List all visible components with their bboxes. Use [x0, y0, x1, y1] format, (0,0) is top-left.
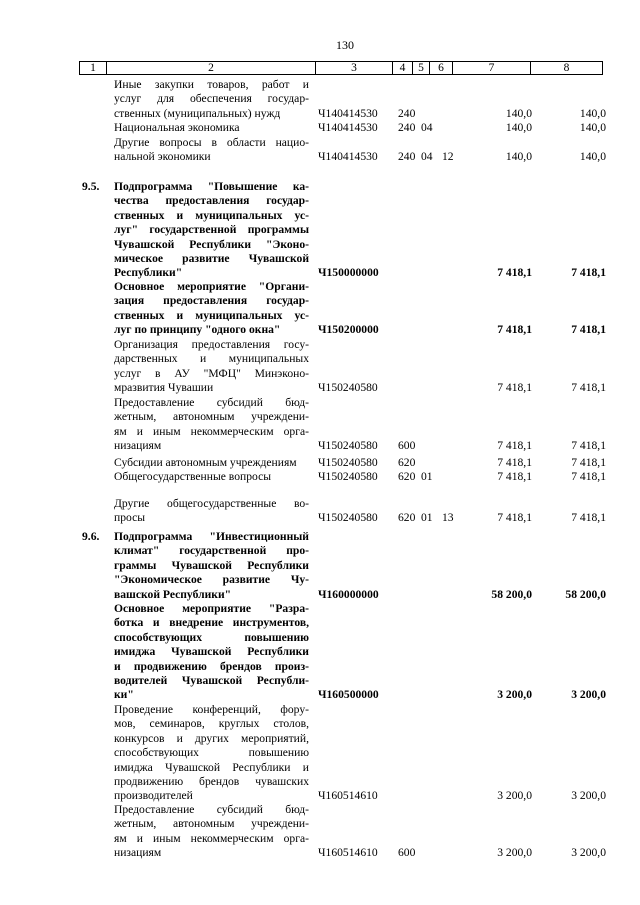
- description-line: ственных и муниципальных ус-: [114, 308, 309, 322]
- page-number: 130: [336, 38, 354, 52]
- row-description: [114, 497, 309, 526]
- row-description: [114, 121, 309, 135]
- amount-col-7: 7 418,1: [497, 456, 532, 469]
- expense-type-code: 240: [398, 150, 416, 164]
- amount-col-7: 7 418,1: [497, 323, 532, 337]
- header-col-5: 5: [413, 61, 430, 75]
- amount-col-7: 7 418,1: [497, 266, 532, 280]
- description-line: Проведение конференций, фору-: [114, 703, 309, 716]
- description-line: Другие вопросы в области нацио-: [114, 136, 309, 149]
- table-header: [79, 61, 603, 74]
- row-description: [114, 78, 309, 121]
- description-line: низациям: [114, 439, 162, 453]
- row-description: [114, 338, 309, 396]
- description-line: производителей: [114, 789, 193, 803]
- description-line: "Экономическое развитие Чу-: [114, 573, 309, 587]
- description-line: ям и иным некоммерческим орга-: [114, 831, 309, 845]
- description-line: ственных (муниципальных) нужд: [114, 106, 281, 120]
- subsection-code: 13: [442, 511, 454, 525]
- row-description: [114, 803, 309, 861]
- description-line: конкурсов и других мероприятий,: [114, 731, 309, 745]
- header-col-7: 7: [453, 61, 531, 75]
- description-line: низациям: [114, 846, 162, 860]
- description-line: Основное мероприятие "Органи-: [114, 280, 309, 293]
- description-line: Предоставление субсидий бюд-: [114, 803, 309, 816]
- classification-code: Ч150240580: [318, 456, 378, 469]
- description-line: мов, семинаров, круглых столов,: [114, 717, 309, 731]
- amount-col-7: 3 200,0: [497, 688, 532, 702]
- description-line: вашской Республики": [114, 587, 232, 601]
- amount-col-7: 7 418,1: [497, 439, 532, 453]
- description-line: Другие общегосударственные во-: [114, 497, 309, 510]
- expense-type-code: 620: [398, 456, 416, 469]
- description-line: Национальная экономика: [114, 121, 240, 134]
- description-line: имиджа Чувашской Республики: [114, 645, 309, 659]
- header-col-1: 1: [79, 61, 107, 75]
- description-line: луг" государственной программы: [114, 223, 309, 237]
- classification-code: Ч150240580: [318, 511, 378, 525]
- description-line: ботка и внедрение инструментов,: [114, 616, 309, 630]
- header-col-8: 8: [531, 61, 603, 75]
- amount-col-7: 3 200,0: [497, 846, 532, 860]
- classification-code: Ч160000000: [318, 587, 379, 601]
- row-description: [114, 530, 309, 602]
- section-code: 04: [421, 150, 433, 164]
- classification-code: Ч160500000: [318, 688, 379, 702]
- description-line: зация предоставления государ-: [114, 294, 309, 308]
- amount-col-8: 140,0: [579, 121, 606, 134]
- amount-col-8: 7 418,1: [571, 470, 606, 483]
- description-line: ки": [114, 688, 134, 702]
- description-line: Субсидии автономным учреждениям: [114, 456, 297, 469]
- classification-code: Ч150000000: [318, 266, 379, 280]
- description-line: нальной экономики: [114, 150, 211, 164]
- description-line: услуг в АУ "МФЦ" Минэконо-: [114, 366, 309, 380]
- amount-col-7: 58 200,0: [491, 587, 532, 601]
- row-description: [114, 456, 309, 470]
- row-description: [114, 396, 309, 454]
- header-col-4: 4: [393, 61, 413, 75]
- expense-type-code: 600: [398, 846, 416, 860]
- amount-col-7: 7 418,1: [497, 511, 532, 525]
- amount-col-8: 7 418,1: [571, 266, 606, 280]
- description-line: просы: [114, 511, 146, 525]
- description-line: Подпрограмма "Повышение ка-: [114, 180, 309, 193]
- row-number: 9.6.: [82, 530, 100, 543]
- amount-col-8: 3 200,0: [571, 846, 606, 860]
- classification-code: Ч160514610: [318, 846, 378, 860]
- section-code: 04: [421, 121, 433, 134]
- classification-code: Ч160514610: [318, 789, 378, 803]
- amount-col-8: 7 418,1: [571, 323, 606, 337]
- description-line: мразвития Чувашии: [114, 381, 214, 395]
- description-line: водителей Чувашской Республи-: [114, 674, 309, 688]
- subsection-code: 12: [442, 150, 454, 164]
- amount-col-8: 7 418,1: [571, 381, 606, 395]
- amount-col-8: 7 418,1: [571, 511, 606, 525]
- classification-code: Ч140414530: [318, 106, 378, 120]
- description-line: Организация предоставления госу-: [114, 338, 309, 351]
- section-code: 01: [421, 470, 433, 483]
- description-line: граммы Чувашской Республики: [114, 558, 309, 572]
- description-line: мическое развитие Чувашской: [114, 252, 309, 266]
- amount-col-8: 3 200,0: [571, 789, 606, 803]
- expense-type-code: 620: [398, 470, 416, 483]
- header-col-2: 2: [107, 61, 316, 75]
- description-line: продвижению брендов чувашских: [114, 775, 309, 789]
- description-line: и продвижению брендов произ-: [114, 659, 309, 673]
- description-line: Общегосударственные вопросы: [114, 470, 272, 483]
- amount-col-8: 3 200,0: [571, 688, 606, 702]
- classification-code: Ч140414530: [318, 121, 378, 134]
- row-number: 9.5.: [82, 180, 100, 193]
- amount-col-8: 7 418,1: [571, 456, 606, 469]
- amount-col-7: 140,0: [505, 150, 532, 164]
- row-description: [114, 470, 309, 484]
- expense-type-code: 240: [398, 106, 416, 120]
- amount-col-8: 7 418,1: [571, 439, 606, 453]
- section-code: 01: [421, 511, 433, 525]
- amount-col-8: 140,0: [579, 150, 606, 164]
- description-line: дарственных и муниципальных: [114, 352, 309, 366]
- classification-code: Ч150200000: [318, 323, 379, 337]
- description-line: Иные закупки товаров, работ и: [114, 78, 309, 91]
- description-line: чества предоставления государ-: [114, 194, 309, 208]
- description-line: услуг для обеспечения государ-: [114, 92, 309, 106]
- amount-col-7: 7 418,1: [497, 381, 532, 395]
- amount-col-7: 7 418,1: [497, 470, 532, 483]
- amount-col-7: 140,0: [505, 106, 532, 120]
- classification-code: Ч140414530: [318, 150, 378, 164]
- description-line: Подпрограмма "Инвестиционный: [114, 530, 309, 543]
- amount-col-7: 3 200,0: [497, 789, 532, 803]
- description-line: Чувашской Республики "Эконо-: [114, 237, 309, 251]
- description-line: ям и иным некоммерческим орга-: [114, 424, 309, 438]
- description-line: жетным, автономным учреждени-: [114, 410, 309, 424]
- description-line: Республики": [114, 266, 183, 280]
- row-description: [114, 703, 309, 804]
- row-description: [114, 180, 309, 281]
- amount-col-7: 140,0: [505, 121, 532, 134]
- amount-col-8: 58 200,0: [565, 587, 606, 601]
- expense-type-code: 620: [398, 511, 416, 525]
- description-line: имиджа Чувашской Республики и: [114, 760, 309, 774]
- amount-col-8: 140,0: [579, 106, 606, 120]
- description-line: жетным, автономным учреждени-: [114, 817, 309, 831]
- row-description: [114, 602, 309, 703]
- description-line: способствующих повышению: [114, 746, 309, 760]
- description-line: ственных и муниципальных ус-: [114, 208, 309, 222]
- header-col-6: 6: [430, 61, 453, 75]
- description-line: Основное мероприятие "Разра-: [114, 602, 309, 615]
- expense-type-code: 240: [398, 121, 416, 134]
- description-line: способствующих повышению: [114, 630, 309, 644]
- classification-code: Ч150240580: [318, 470, 378, 483]
- header-col-3: 3: [316, 61, 393, 75]
- expense-type-code: 600: [398, 439, 416, 453]
- row-description: [114, 280, 309, 338]
- classification-code: Ч150240580: [318, 381, 378, 395]
- classification-code: Ч150240580: [318, 439, 378, 453]
- description-line: луг по принципу "одного окна": [114, 323, 281, 337]
- description-line: климат" государственной про-: [114, 544, 309, 558]
- description-line: Предоставление субсидий бюд-: [114, 396, 309, 409]
- row-description: [114, 136, 309, 165]
